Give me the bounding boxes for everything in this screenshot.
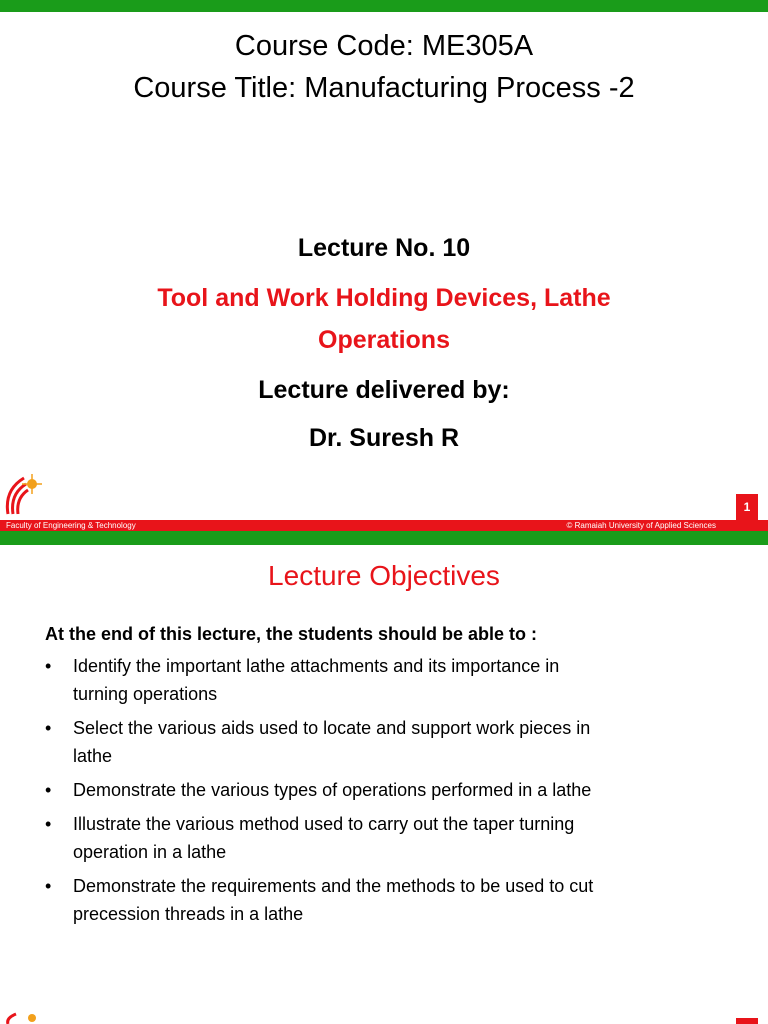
- page-number-badge: 1: [736, 494, 758, 520]
- objective-item: [45, 776, 725, 804]
- objective-item: [45, 714, 725, 770]
- course-code: Course Code: ME305A: [234, 30, 534, 62]
- page-number-badge-2: [736, 1018, 758, 1024]
- objective-text-line: precession threads in a lathe: [73, 904, 304, 924]
- top-green-bar: [0, 0, 768, 12]
- lecture-topic-line1: Tool and Work Holding Devices, Lathe: [157, 284, 611, 312]
- objective-text-line: turning operations: [73, 684, 218, 704]
- objective-text-line: lathe: [73, 746, 113, 766]
- footer-bar: [0, 520, 768, 531]
- objective-text-line: Illustrate the various method used to carry out the taper turning: [73, 814, 575, 834]
- bullet-icon: •: [45, 780, 52, 800]
- lecturer-name: Dr. Suresh R: [308, 424, 460, 452]
- delivered-by-label: Lecture delivered by:: [258, 376, 510, 404]
- separator-green-bar: [0, 531, 768, 545]
- objectives-list: [45, 652, 725, 934]
- bullet-icon: •: [45, 814, 52, 834]
- footer-copyright: © Ramaiah University of Applied Sciences: [566, 521, 716, 530]
- bullet-icon: •: [45, 876, 52, 896]
- objective-text-line: operation in a lathe: [73, 842, 227, 862]
- course-title: Course Title: Manufacturing Process -2: [133, 72, 635, 104]
- bullet-icon: •: [45, 718, 52, 738]
- lecture-number: Lecture No. 10: [297, 234, 471, 262]
- university-logo-icon: [2, 1010, 42, 1024]
- objective-item: [45, 872, 725, 928]
- bullet-icon: •: [45, 656, 52, 676]
- objective-text-line: Demonstrate the requirements and the methods to be used to cut: [73, 876, 594, 896]
- objective-text-line: Select the various aids used to locate and support work pieces in: [73, 718, 591, 738]
- objectives-intro: At the end of this lecture, the students should be able to :: [45, 624, 538, 644]
- objective-item: [45, 810, 725, 866]
- objectives-title: Lecture Objectives: [268, 560, 500, 591]
- objective-item: [45, 652, 725, 708]
- objective-text-line: Identify the important lathe attachments and its importance in: [73, 656, 560, 676]
- footer-faculty: Faculty of Engineering & Technology: [6, 521, 136, 530]
- lecture-topic-line2: Operations: [318, 326, 450, 354]
- university-logo-icon: [2, 470, 42, 520]
- objective-text-line: Demonstrate the various types of operations performed in a lathe: [73, 780, 592, 800]
